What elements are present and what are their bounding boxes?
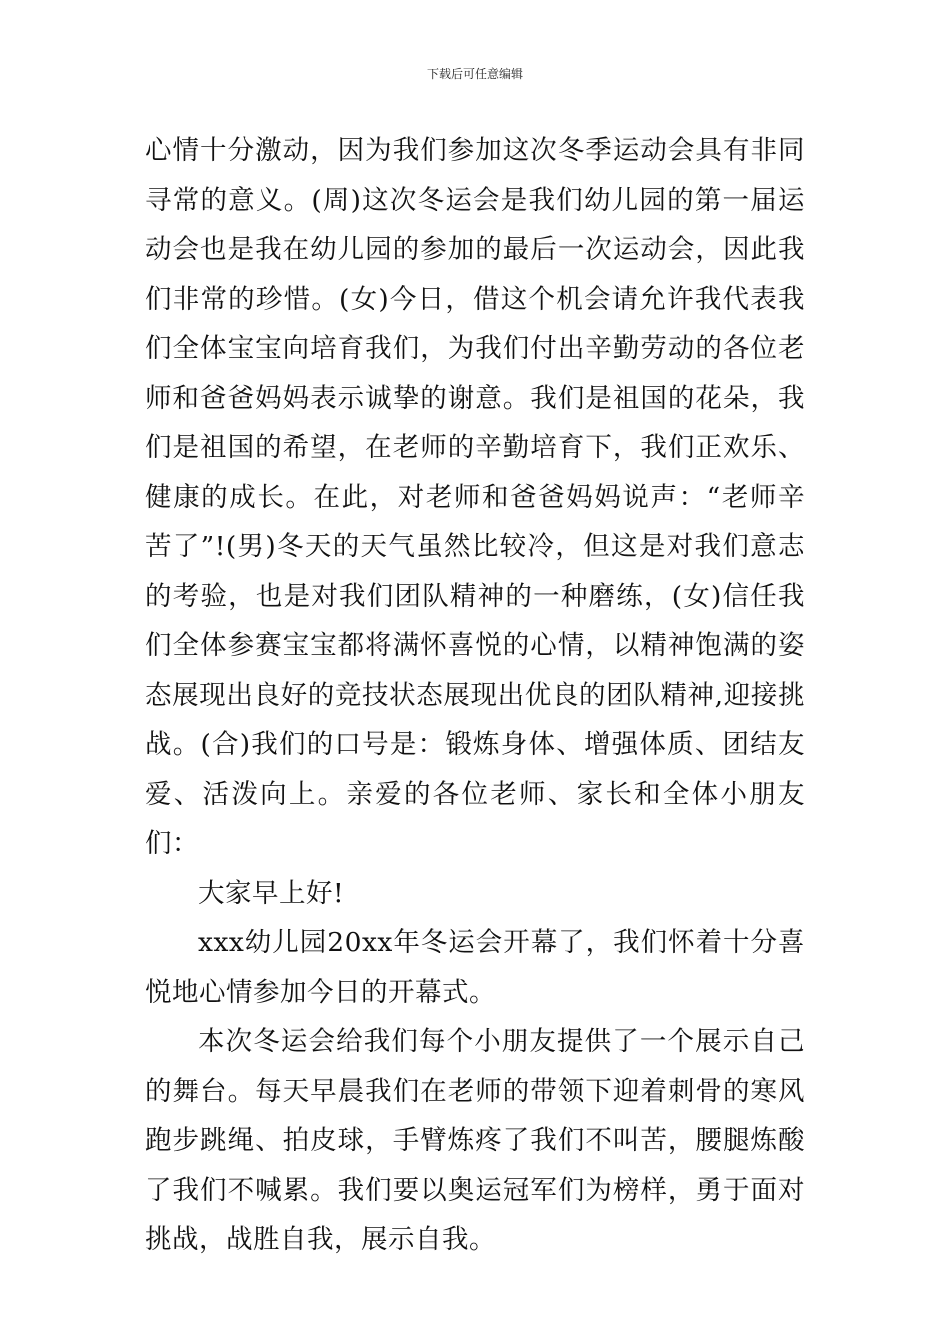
page-header: 下载后可任意编辑	[426, 67, 523, 81]
paragraph-greeting: 大家早上好!	[198, 877, 345, 909]
paragraph-training: 本次冬运会给我们每个小朋友提供了一个展示自己的舞台。每天早晨我们在老师的带领下迎着刺骨的寒风跑步跳绳、拍皮球，手臂炼疼了我们不叫苦，腰腿炼酸了我们不喊累。我们要以奥运冠军们为榜样，勇于面对挑战，战胜自我，展示自我。	[145, 1026, 805, 1255]
paragraph-opening: xxx幼儿园20xx年冬运会开幕了，我们怀着十分喜悦地心情参加今日的开幕式。	[145, 927, 805, 1008]
document-body	[145, 126, 805, 1265]
paragraph-continued: 心情十分激动，因为我们参加这次冬季运动会具有非同寻常的意义。(周)这次冬运会是我们幼儿园的第一届运动会也是我在幼儿园的参加的最后一次运动会，因此我们非常的珍惜。(女)今日，借这个机会请允许我代表我们全体宝宝向培育我们，为我们付出辛勤劳动的各位老师和爸爸妈妈表示诚挚的谢意。我们是祖国的花朵，我们是祖国的希望，在老师的辛勤培育下，我们正欢乐、健康的成长。在此，对老师和爸爸妈妈说声：“老师辛苦了”!(男)冬天的天气虽然比较冷，但这是对我们意志的考验，也是对我们团队精神的一种磨练，(女)信任我们全体参赛宝宝都将满怀喜悦的心情，以精神饱满的姿态展现出良好的竞技状态展现出优良的团队精神,迎接挑战。(合)我们的口号是：锻炼身体、增强体质、团结友爱、活泼向上。亲爱的各位老师、家长和全体小朋友们：	[145, 135, 805, 859]
